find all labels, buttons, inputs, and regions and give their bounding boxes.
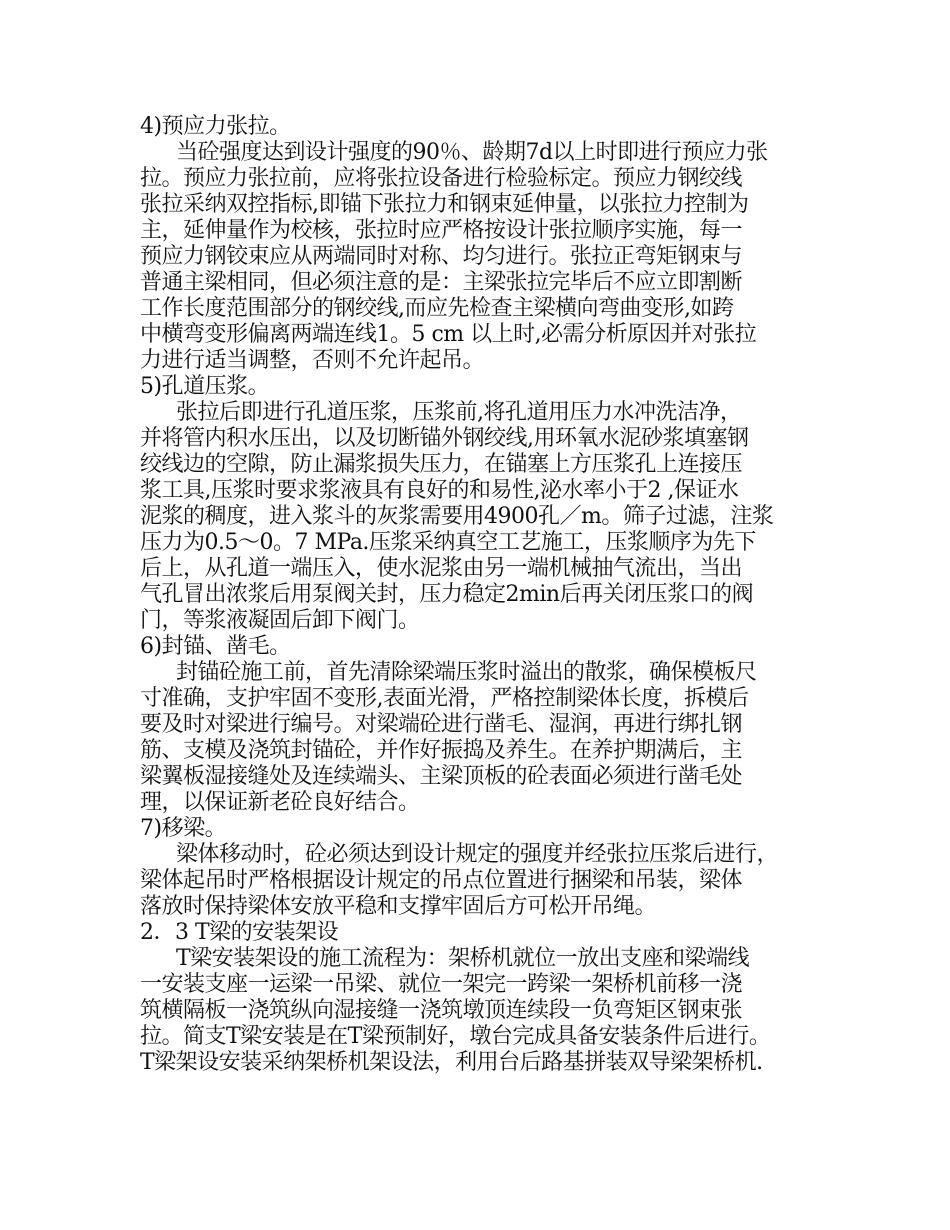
paragraph-line: 梁体移动时，砼必须达到设计规定的强度并经张拉压浆后进行， [176, 842, 779, 867]
paragraph-line: 浆工具,压浆时要求浆液具有良好的和易性,泌水率小于2 ,保证水 [140, 478, 739, 503]
paragraph-line: 并将管内积水压出，以及切断锚外钢绞线,用环氧水泥砂浆填塞钢 [140, 426, 749, 451]
paragraph-line: 筑横隔板一浇筑纵向湿接缝一浇筑墩顶连续段一负弯矩区钢束张 [140, 998, 743, 1023]
paragraph-line: 主，延伸量作为校核，张拉时应严格按设计张拉顺序实施，每一 [140, 218, 743, 243]
paragraph-line: 张拉采纳双控指标,即锚下张拉力和钢束延伸量，以张拉力控制为 [140, 192, 749, 217]
paragraph-line: 梁翼板湿接缝处及连续端头、主梁顶板的砼表面必须进行凿毛处 [140, 764, 743, 789]
paragraph-line: 绞线边的空隙，防止漏浆损失压力，在锚塞上方压浆孔上连接压 [140, 452, 743, 477]
section-heading: 4)预应力张拉。 [140, 114, 291, 139]
paragraph-line: 拉。简支T梁安装是在T梁预制好，墩台完成具备安装条件后进行。 [140, 1024, 771, 1049]
section-heading: 5)孔道压浆。 [140, 374, 270, 399]
paragraph-line: 泥浆的稠度，进入浆斗的灰浆需要用4900孔／m。筛子过滤，注浆 [140, 504, 774, 529]
section-heading: 7)移梁。 [140, 816, 227, 841]
section-heading: 6)封锚、凿毛。 [140, 634, 291, 659]
paragraph-line: 要及时对梁进行编号。对梁端砼进行凿毛、湿润，再进行绑扎钢 [140, 712, 743, 737]
paragraph-line: 筋、支模及浇筑封锚砼，并作好振捣及养生。在养护期满后，主 [140, 738, 743, 763]
paragraph-line: 寸准确，支护牢固不变形,表面光滑，严格控制梁体长度，拆模后 [140, 686, 749, 711]
paragraph-line: 预应力钢铰束应从两端同时对称、均匀进行。张拉正弯矩钢束与 [140, 244, 743, 269]
paragraph-line: 工作长度范围部分的钢绞线,而应先检查主梁横向弯曲变形,如跨 [140, 296, 734, 321]
paragraph-line: 梁体起吊时严格根据设计规定的吊点位置进行捆梁和吊装，梁体 [140, 868, 743, 893]
paragraph-line: T梁架设安装采纳架桥机架设法，利用台后路基拼装双导梁架桥机. [140, 1050, 763, 1075]
paragraph-line: 张拉后即进行孔道压浆，压浆前,将孔道用压力水冲洗洁净， [176, 400, 742, 425]
paragraph-line: 后上，从孔道一端压入，使水泥浆由另一端机械抽气流出，当出 [140, 556, 743, 581]
paragraph-line: 拉。预应力张拉前，应将张拉设备进行检验标定。预应力钢绞线 [140, 166, 743, 191]
paragraph-line: 一安装支座一运梁一吊梁、就位一架完一跨梁一架桥机前移一浇 [140, 972, 743, 997]
section-heading: 2．3 T梁的安装架设 [140, 920, 339, 945]
body-text [140, 114, 830, 1076]
paragraph-line: 压力为0.5～0。7 MPa.压浆采纳真空工艺施工，压浆顺序为先下 [140, 530, 756, 555]
paragraph-line: 落放时保持梁体安放平稳和支撑牢固后方可松开吊绳。 [140, 894, 657, 919]
paragraph-line: 力进行适当调整，否则不允许起吊。 [140, 348, 485, 373]
paragraph-line: 当砼强度达到设计强度的90％、龄期7d以上时即进行预应力张 [176, 140, 768, 165]
paragraph-line: 封锚砼施工前，首先清除梁端压浆时溢出的散浆，确保模板尺 [176, 660, 757, 685]
paragraph-line: 中横弯变形偏离两端连线1。5 cm 以上时,必需分析原因并对张拉 [140, 322, 757, 347]
paragraph-line: 理，以保证新老砼良好结合。 [140, 790, 420, 815]
paragraph-line: 普通主梁相同，但必须注意的是：主梁张拉完毕后不应立即割断 [140, 270, 743, 295]
paragraph-line: 门，等浆液凝固后卸下阀门。 [140, 608, 420, 633]
paragraph-line: T梁安装架设的施工流程为：架桥机就位一放出支座和梁端线 [176, 946, 750, 971]
paragraph-line: 气孔冒出浓浆后用泵阀关封，压力稳定2min后再关闭压浆口的阀 [140, 582, 754, 607]
